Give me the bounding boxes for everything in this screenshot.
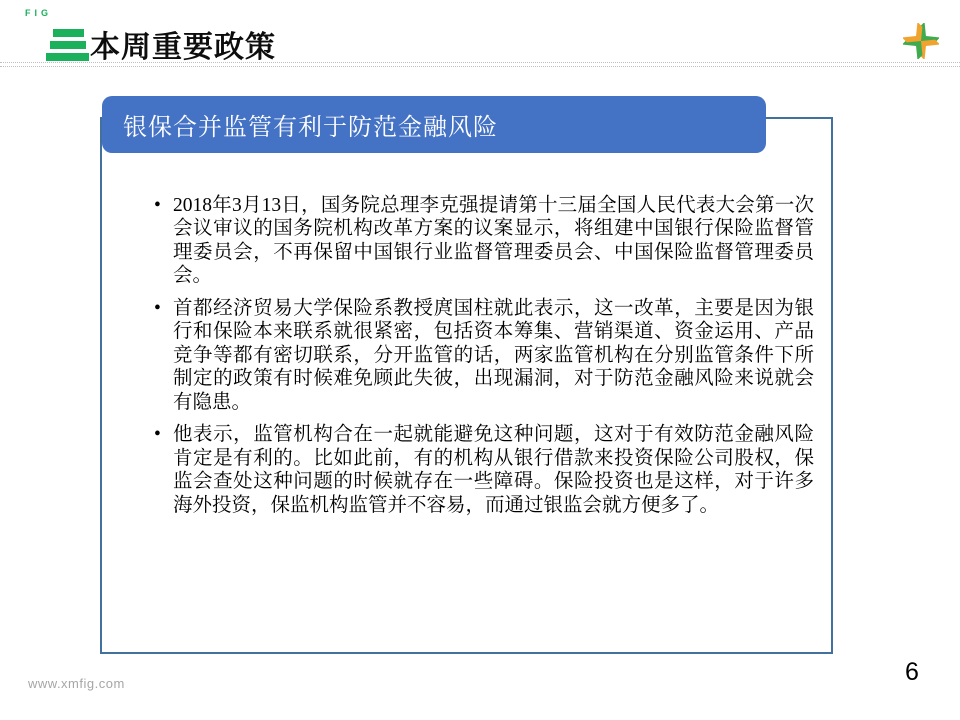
three-bars-icon (46, 29, 90, 63)
card-header (102, 96, 766, 153)
bar-icon (46, 53, 89, 61)
dotted-divider (0, 66, 960, 67)
bar-icon (53, 29, 84, 37)
fig-logo-text: FIG (25, 8, 52, 18)
bullet-item: • 2018年3月13日，国务院总理李克强提请第十三届全国人民代表大会第一次会议审议的国务院机构改革方案的议案显示，将组建中国银行保险监督管理委员会，不再保留中国银行业监督管理委员会、中国保险监督管理委员会。 (154, 194, 814, 288)
bullet-item: • 首都经济贸易大学保险系教授庹国柱就此表示，这一改革，主要是因为银行和保险本来联系就很紧密，包括资本筹集、营销渠道、资金运用、产品竞争等都有密切联系，分开监管的话，两家监管机构在分别监管条件下所制定的政策有时候难免顾此失彼，出现漏洞，对于防范金融风险来说就会有隐患。 (154, 297, 814, 414)
page-number: 6 (905, 658, 919, 686)
page-title: 本周重要政策 (90, 31, 276, 64)
pinwheel-icon (903, 23, 939, 59)
card-header-title: 银保合并监管有利于防范金融风险 (123, 115, 498, 141)
bar-icon (50, 41, 86, 49)
dotted-divider (0, 62, 960, 63)
footer-website: www.xmfig.com (28, 676, 125, 691)
bullet-list (154, 194, 814, 526)
bullet-item: • 他表示，监管机构合在一起就能避免这种问题，这对于有效防范金融风险肯定是有利的。比如此前，有的机构从银行借款来投资保险公司股权，保监会查处这种问题的时候就存在一些障碍。保险投资也是这样，对于许多海外投资，保监机构监管并不容易，而通过银监会就方便多了。 (154, 423, 814, 517)
